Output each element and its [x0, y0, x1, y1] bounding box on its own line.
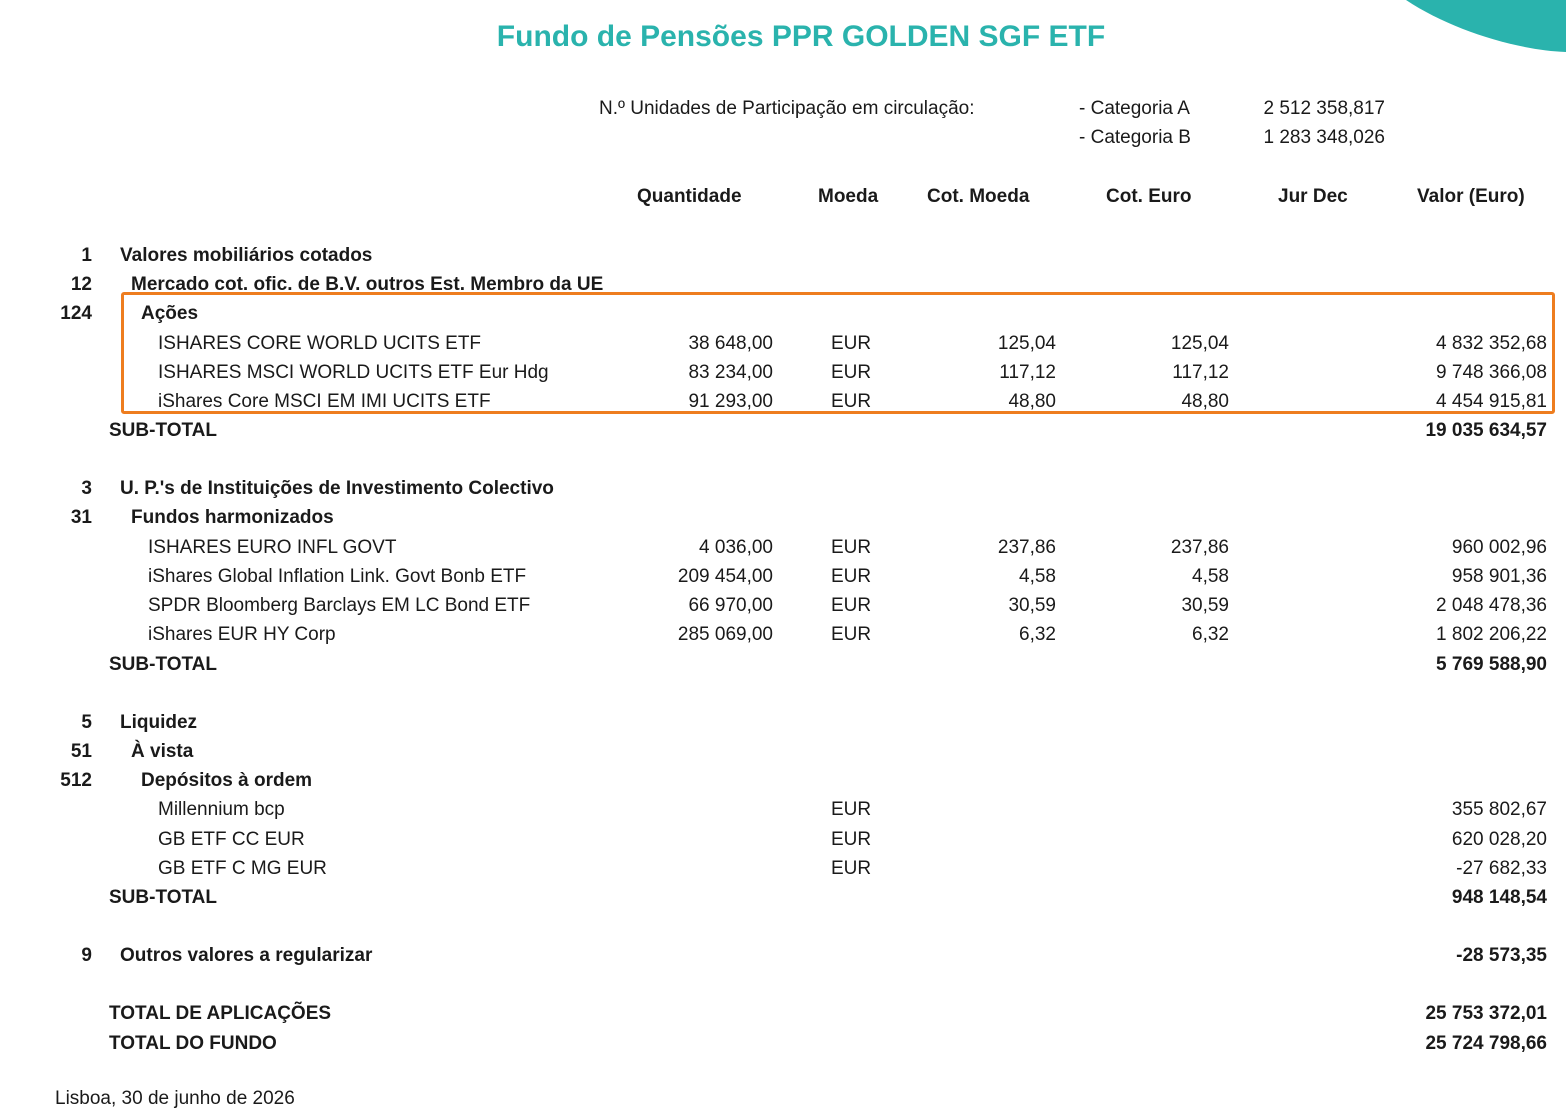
- value: 960 002,96: [1451, 537, 1547, 558]
- cot-euro: 237,86: [1170, 537, 1229, 558]
- table-row: [0, 620, 1566, 649]
- cot-moeda: 6,32: [1019, 624, 1056, 645]
- header-jur-dec: Jur Dec: [1278, 186, 1348, 207]
- section-code: 31: [70, 507, 92, 528]
- table-row: [0, 825, 1566, 854]
- section-31-heading: [0, 503, 1566, 532]
- section-label: U. P.'s de Instituições de Investimento Colectivo: [120, 478, 554, 499]
- quantity: 4 036,00: [699, 537, 773, 558]
- subtotal-label: SUB-TOTAL: [109, 654, 218, 675]
- table-row: [0, 795, 1566, 824]
- cot-moeda: 117,12: [999, 362, 1056, 383]
- cot-euro: 48,80: [1181, 391, 1229, 412]
- cot-euro: 4,58: [1192, 566, 1229, 587]
- currency: EUR: [830, 333, 872, 354]
- quantity: 38 648,00: [688, 333, 773, 354]
- currency: EUR: [830, 624, 872, 645]
- subtotal-label: SUB-TOTAL: [109, 887, 218, 908]
- quantity: 285 069,00: [677, 624, 773, 645]
- section-label: Ações: [141, 303, 199, 324]
- category-b-value: 1 283 348,026: [1263, 127, 1385, 148]
- cot-euro: 125,04: [1170, 333, 1229, 354]
- category-b-label: - Categoria B: [1079, 127, 1191, 148]
- category-a-value: 2 512 358,817: [1263, 98, 1385, 119]
- section-label: À vista: [131, 741, 194, 762]
- cot-moeda: 125,04: [997, 333, 1056, 354]
- header-valor: Valor (Euro): [1417, 186, 1525, 207]
- header-cot-moeda: Cot. Moeda: [927, 186, 1030, 207]
- cot-euro: 117,12: [1172, 362, 1229, 383]
- section-1-heading: [0, 241, 1566, 270]
- currency: EUR: [830, 799, 872, 820]
- section-code: 512: [60, 770, 92, 791]
- value: 620 028,20: [1451, 829, 1547, 850]
- subtotal-value: 19 035 634,57: [1425, 420, 1547, 441]
- currency: EUR: [830, 537, 872, 558]
- cot-moeda: 4,58: [1019, 566, 1056, 587]
- page-title: Fundo de Pensões PPR GOLDEN SGF ETF: [496, 20, 1106, 53]
- value: 958 901,36: [1451, 566, 1547, 587]
- table-row: [0, 533, 1566, 562]
- asset-name: ISHARES EURO INFL GOVT: [148, 537, 397, 558]
- section-value: -28 573,35: [1456, 945, 1547, 966]
- section-code: 51: [70, 741, 92, 762]
- total-label: TOTAL DO FUNDO: [109, 1033, 277, 1054]
- currency: EUR: [830, 829, 872, 850]
- total-fundo-row: [0, 1029, 1566, 1058]
- cot-euro: 6,32: [1192, 624, 1229, 645]
- section-5-heading: [0, 708, 1566, 737]
- table-row: [0, 562, 1566, 591]
- section-9-row: [0, 941, 1566, 970]
- currency: EUR: [830, 858, 872, 879]
- account-name: GB ETF CC EUR: [158, 829, 305, 850]
- asset-name: ISHARES CORE WORLD UCITS ETF: [158, 333, 482, 354]
- footer-date: Lisboa, 30 de junho de 2026: [55, 1088, 295, 1109]
- value: 9 748 366,08: [1436, 362, 1547, 383]
- section-code: 124: [60, 303, 92, 324]
- section-label: Outros valores a regularizar: [120, 945, 373, 966]
- section-label: Liquidez: [120, 712, 198, 733]
- category-a-label: - Categoria A: [1079, 98, 1190, 119]
- asset-name: iShares EUR HY Corp: [148, 624, 336, 645]
- section-label: Depósitos à ordem: [141, 770, 313, 791]
- total-value: 25 753 372,01: [1425, 1003, 1547, 1024]
- subtotal-value: 5 769 588,90: [1436, 654, 1547, 675]
- currency: EUR: [830, 566, 872, 587]
- highlight-box: [121, 292, 1555, 414]
- header-moeda: Moeda: [818, 186, 879, 207]
- value: 1 802 206,22: [1436, 624, 1547, 645]
- section-label: Mercado cot. ofic. de B.V. outros Est. Membro da UE: [131, 274, 604, 295]
- subtotal-row: [0, 883, 1566, 912]
- currency: EUR: [830, 595, 872, 616]
- subtotal-value: 948 148,54: [1451, 887, 1547, 908]
- section-label: Valores mobiliários cotados: [120, 245, 373, 266]
- quantity: 91 293,00: [688, 391, 773, 412]
- currency: EUR: [830, 391, 872, 412]
- section-code: 5: [81, 712, 92, 733]
- table-row: [0, 854, 1566, 883]
- quantity: 209 454,00: [677, 566, 773, 587]
- asset-name: iShares Core MSCI EM IMI UCITS ETF: [158, 391, 491, 412]
- section-code: 9: [81, 945, 92, 966]
- section-code: 3: [81, 478, 92, 499]
- section-label: Fundos harmonizados: [131, 507, 334, 528]
- subtotal-label: SUB-TOTAL: [109, 420, 218, 441]
- account-name: Millennium bcp: [158, 799, 285, 820]
- value: 4 454 915,81: [1436, 391, 1547, 412]
- subtotal-row: [0, 416, 1566, 445]
- value: 4 832 352,68: [1436, 333, 1547, 354]
- value: -27 682,33: [1456, 858, 1547, 879]
- total-label: TOTAL DE APLICAÇÕES: [109, 1003, 332, 1024]
- asset-name: SPDR Bloomberg Barclays EM LC Bond ETF: [148, 595, 531, 616]
- currency: EUR: [830, 362, 872, 383]
- section-code: 1: [81, 245, 92, 266]
- section-512-heading: [0, 766, 1566, 795]
- account-name: GB ETF C MG EUR: [158, 858, 327, 879]
- section-3-heading: [0, 474, 1566, 503]
- asset-name: ISHARES MSCI WORLD UCITS ETF Eur Hdg: [158, 362, 549, 383]
- cot-moeda: 30,59: [1008, 595, 1056, 616]
- total-aplicacoes-row: [0, 999, 1566, 1028]
- cot-euro: 30,59: [1181, 595, 1229, 616]
- cot-moeda: 237,86: [997, 537, 1056, 558]
- value: 355 802,67: [1451, 799, 1547, 820]
- header-cot-euro: Cot. Euro: [1106, 186, 1192, 207]
- section-code: 12: [70, 274, 92, 295]
- total-value: 25 724 798,66: [1425, 1033, 1547, 1054]
- asset-name: iShares Global Inflation Link. Govt Bonb ETF: [148, 566, 527, 587]
- cot-moeda: 48,80: [1008, 391, 1056, 412]
- subtotal-row: [0, 650, 1566, 679]
- quantity: 83 234,00: [688, 362, 773, 383]
- section-51-heading: [0, 737, 1566, 766]
- table-row: [0, 591, 1566, 620]
- header-quantidade: Quantidade: [637, 186, 742, 207]
- units-label: N.º Unidades de Participação em circulação:: [599, 98, 975, 119]
- value: 2 048 478,36: [1436, 595, 1547, 616]
- quantity: 66 970,00: [688, 595, 773, 616]
